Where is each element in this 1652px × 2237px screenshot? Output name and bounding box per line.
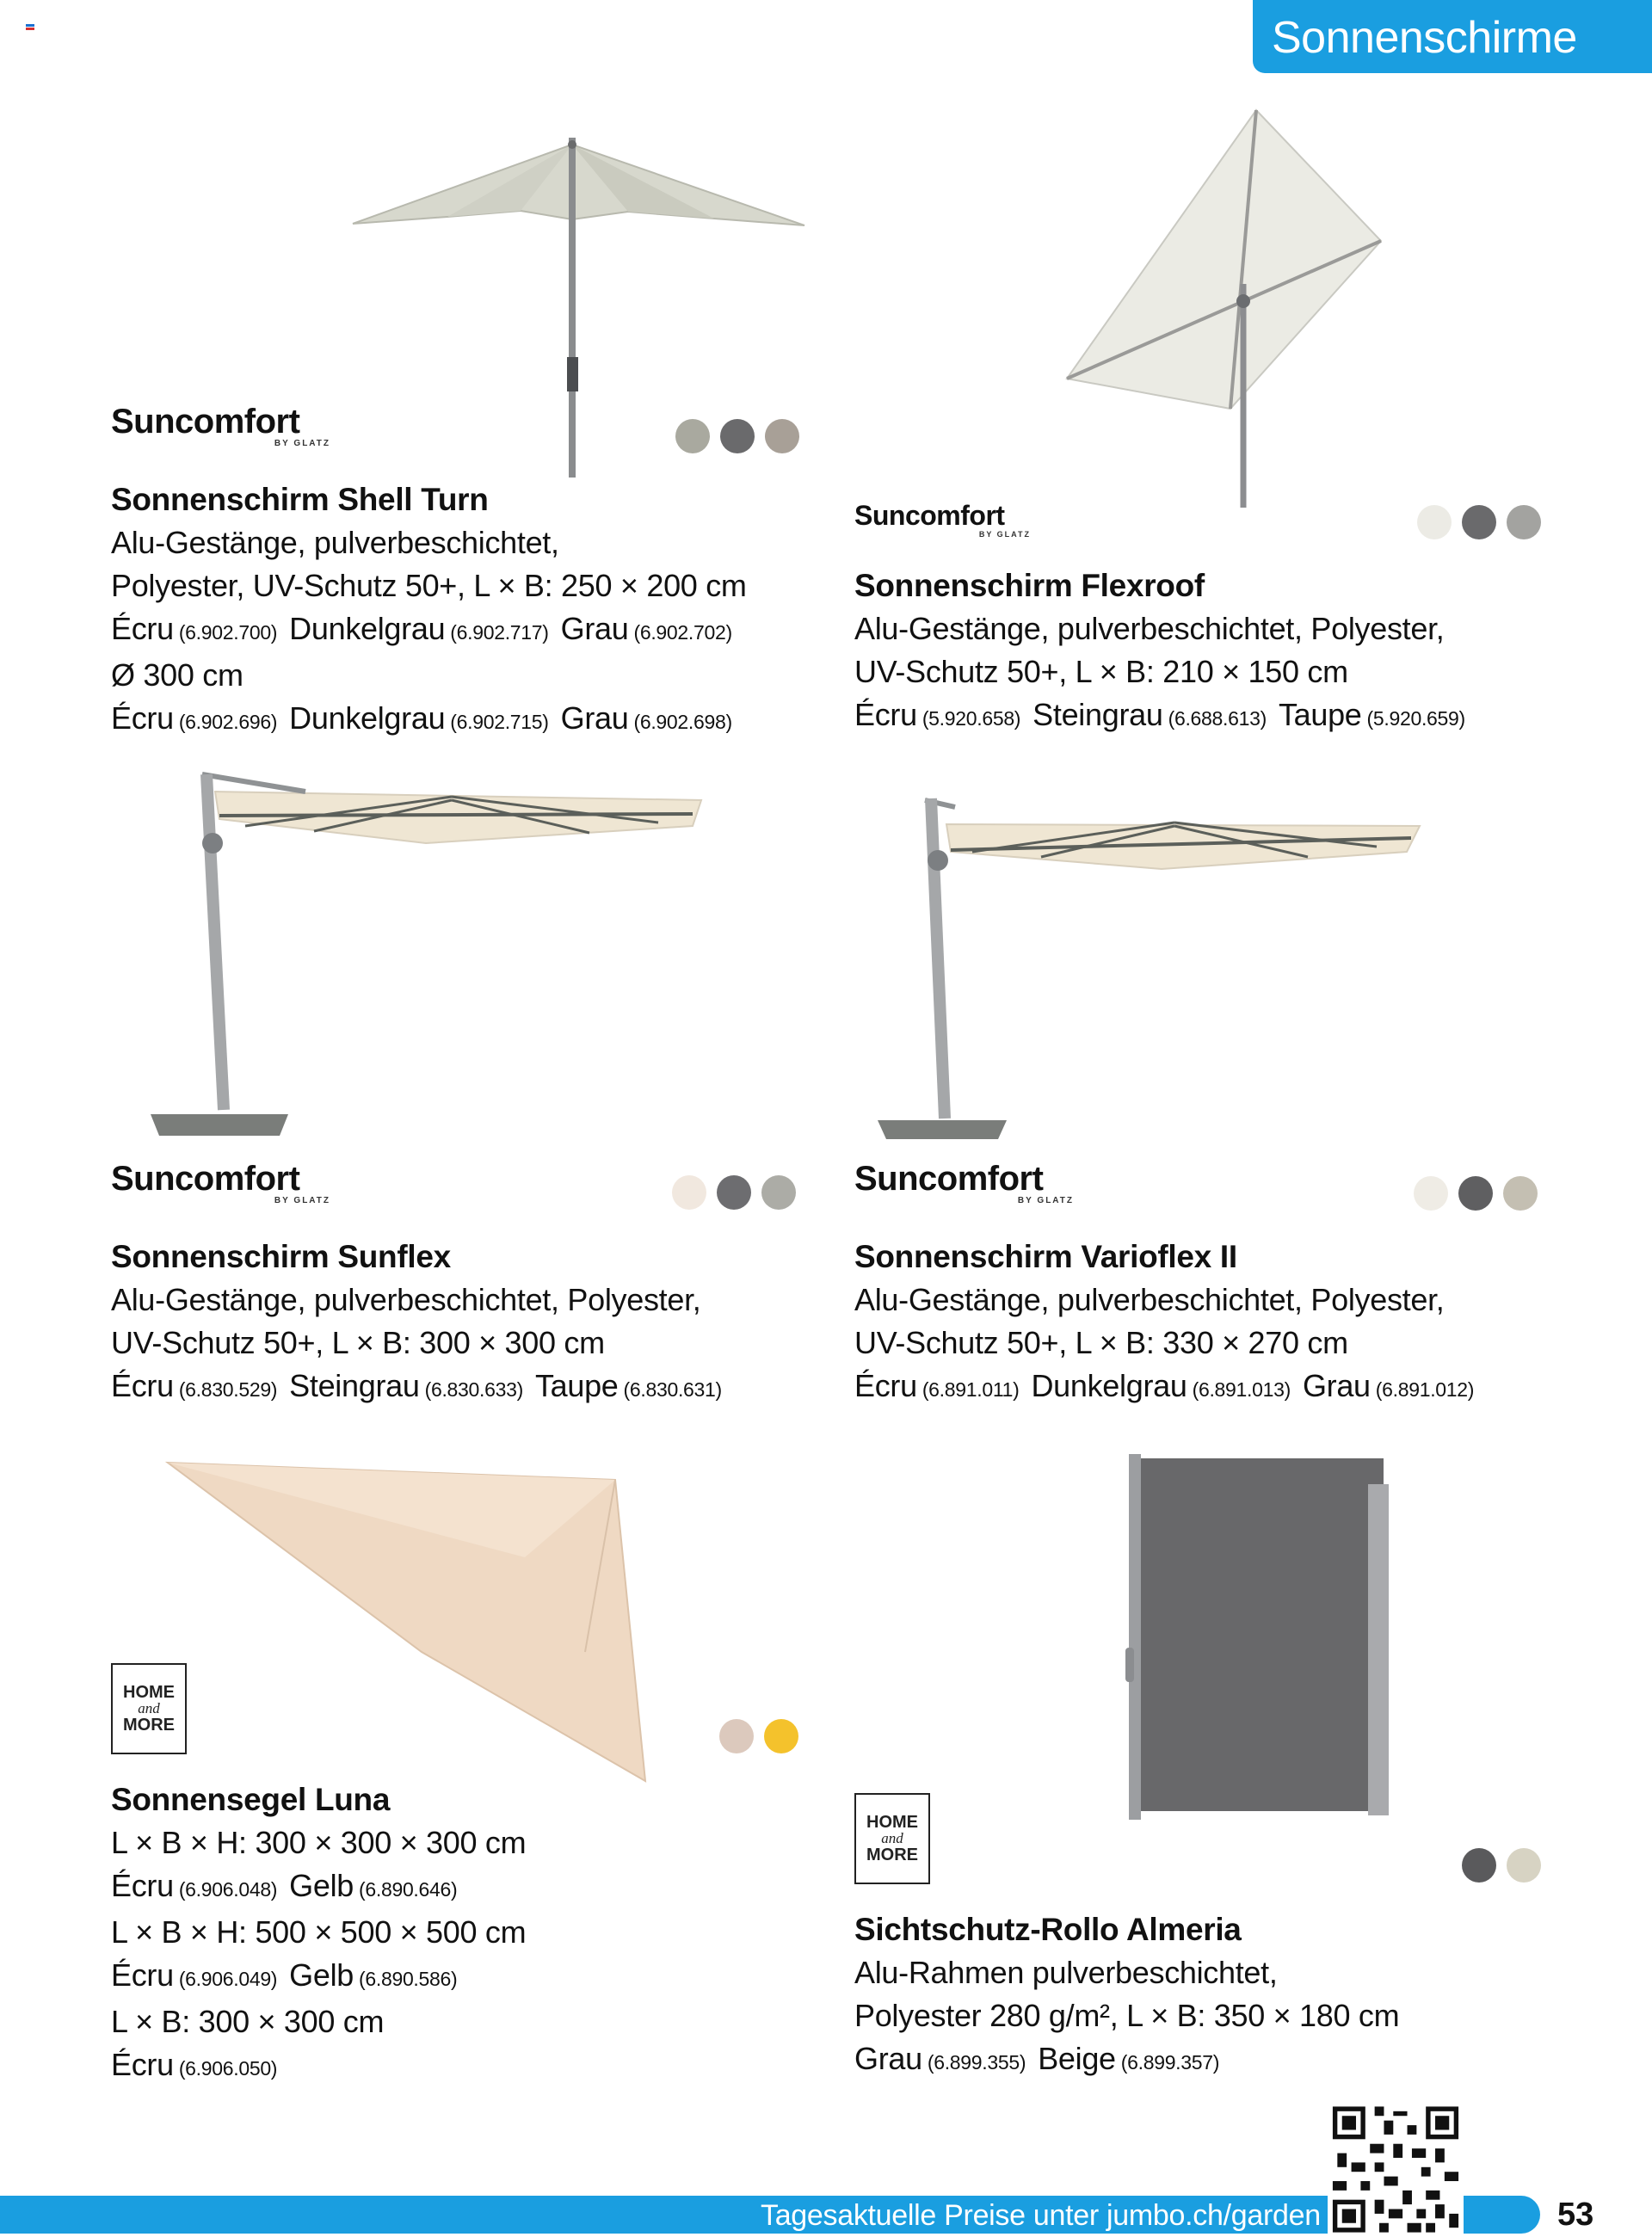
variant-row: Écru (5.920.658) Steingrau (6.688.613) Taupe (5.920.659) [854,697,1465,732]
color-swatches [675,419,799,453]
color-swatch [1507,505,1541,539]
variant-row: Écru (6.902.700) Dunkelgrau (6.902.717) Grau (6.902.702) [111,611,732,646]
page-number: 53 [1557,2197,1594,2233]
product-flexroof [854,564,1560,740]
variant-row: Écru (6.906.049) Gelb (6.890.586) [111,1957,458,1993]
product-image-varioflex [878,783,1428,1144]
size-line: L × B: 300 × 300 cm [111,2004,385,2039]
color-swatch [1417,505,1452,539]
variant-row: Écru (6.906.050) [111,2047,278,2082]
color-swatch [1462,505,1496,539]
product-title: Sonnenschirm Shell Turn [111,482,489,517]
color-swatch [719,1719,754,1753]
variant-row: Écru (6.830.529) Steingrau (6.830.633) Taupe (6.830.631) [111,1368,722,1403]
color-swatches [1462,1848,1541,1883]
product-varioflex [854,1236,1560,1411]
product-desc: Alu-Rahmen pulverbeschichtet, [854,1955,1278,1990]
brand-logo-suncomfort: Suncomfort BY GLATZ [854,1160,1074,1205]
color-swatches [1414,1176,1538,1211]
qr-code[interactable] [1328,2102,1464,2237]
color-swatch [1414,1176,1448,1211]
product-title: Sonnenschirm Flexroof [854,568,1205,603]
section-title: Sonnenschirme [1253,0,1652,73]
color-swatches [672,1175,796,1210]
color-swatch [672,1175,706,1210]
color-swatch [1458,1176,1493,1211]
color-swatch [765,419,799,453]
brand-logo-suncomfort: Suncomfort BY GLATZ [111,1160,330,1205]
product-desc: Alu-Gestänge, pulverbeschichtet, Polyester, [854,1282,1445,1317]
size-line: L × B × H: 300 × 300 × 300 cm [111,1825,527,1860]
color-swatch [720,419,755,453]
product-desc: Polyester 280 g/m², L × B: 350 × 180 cm [854,1998,1400,2033]
product-title: Sonnensegel Luna [111,1782,391,1817]
brand-logo-home-and-more: HOME and MORE [111,1663,187,1754]
variant-row: Écru (6.891.011) Dunkelgrau (6.891.013) Grau (6.891.012) [854,1368,1475,1403]
product-image-sunflex [142,766,718,1144]
product-title: Sonnenschirm Varioflex II [854,1239,1237,1274]
corner-mark [26,24,34,34]
product-title: Sonnenschirm Sunflex [111,1239,451,1274]
color-swatches [719,1719,798,1753]
brand-logo-suncomfort: Suncomfort BY GLATZ [111,403,330,448]
product-image-sichtschutz-rollo [1110,1450,1402,1828]
product-sichtschutz-rollo [854,1908,1560,2084]
variant-row: Grau (6.899.355) Beige (6.899.357) [854,2041,1220,2076]
product-desc: UV-Schutz 50+, L × B: 300 × 300 cm [111,1325,605,1360]
product-desc: Alu-Gestänge, pulverbeschichtet, Polyester, [854,611,1445,646]
color-swatches [1417,505,1541,539]
brand-logo-home-and-more: HOME and MORE [854,1793,930,1884]
color-swatch [675,419,710,453]
product-image-flexroof [1058,103,1394,516]
color-swatch [1462,1848,1496,1883]
brand-logo-suncomfort: Suncomfort BY GLATZ [854,500,1031,539]
size-line: Ø 300 cm [111,657,243,693]
product-image-sonnensegel [163,1454,654,1790]
variant-row: Écru (6.906.048) Gelb (6.890.646) [111,1868,458,1903]
product-sonnensegel-luna [111,1778,817,2090]
product-desc: Polyester, UV-Schutz 50+, L × B: 250 × 200 cm [111,568,747,603]
variant-row: Écru (6.902.696) Dunkelgrau (6.902.715) Grau (6.902.698) [111,700,732,736]
product-desc: UV-Schutz 50+, L × B: 330 × 270 cm [854,1325,1348,1360]
footer-link-text[interactable]: Tagesaktuelle Preise unter jumbo.ch/garden [761,2199,1321,2232]
color-swatch [764,1719,798,1753]
product-desc: Alu-Gestänge, pulverbeschichtet, Polyester, [111,1282,701,1317]
product-desc: UV-Schutz 50+, L × B: 210 × 150 cm [854,654,1348,689]
color-swatch [1503,1176,1538,1211]
color-swatch [761,1175,796,1210]
product-shell-turn [111,478,817,743]
color-swatch [1507,1848,1541,1883]
product-sunflex [111,1236,817,1411]
product-desc: Alu-Gestänge, pulverbeschichtet, [111,525,559,560]
product-title: Sichtschutz-Rollo Almeria [854,1912,1242,1947]
size-line: L × B × H: 500 × 500 × 500 cm [111,1914,527,1950]
color-swatch [717,1175,751,1210]
